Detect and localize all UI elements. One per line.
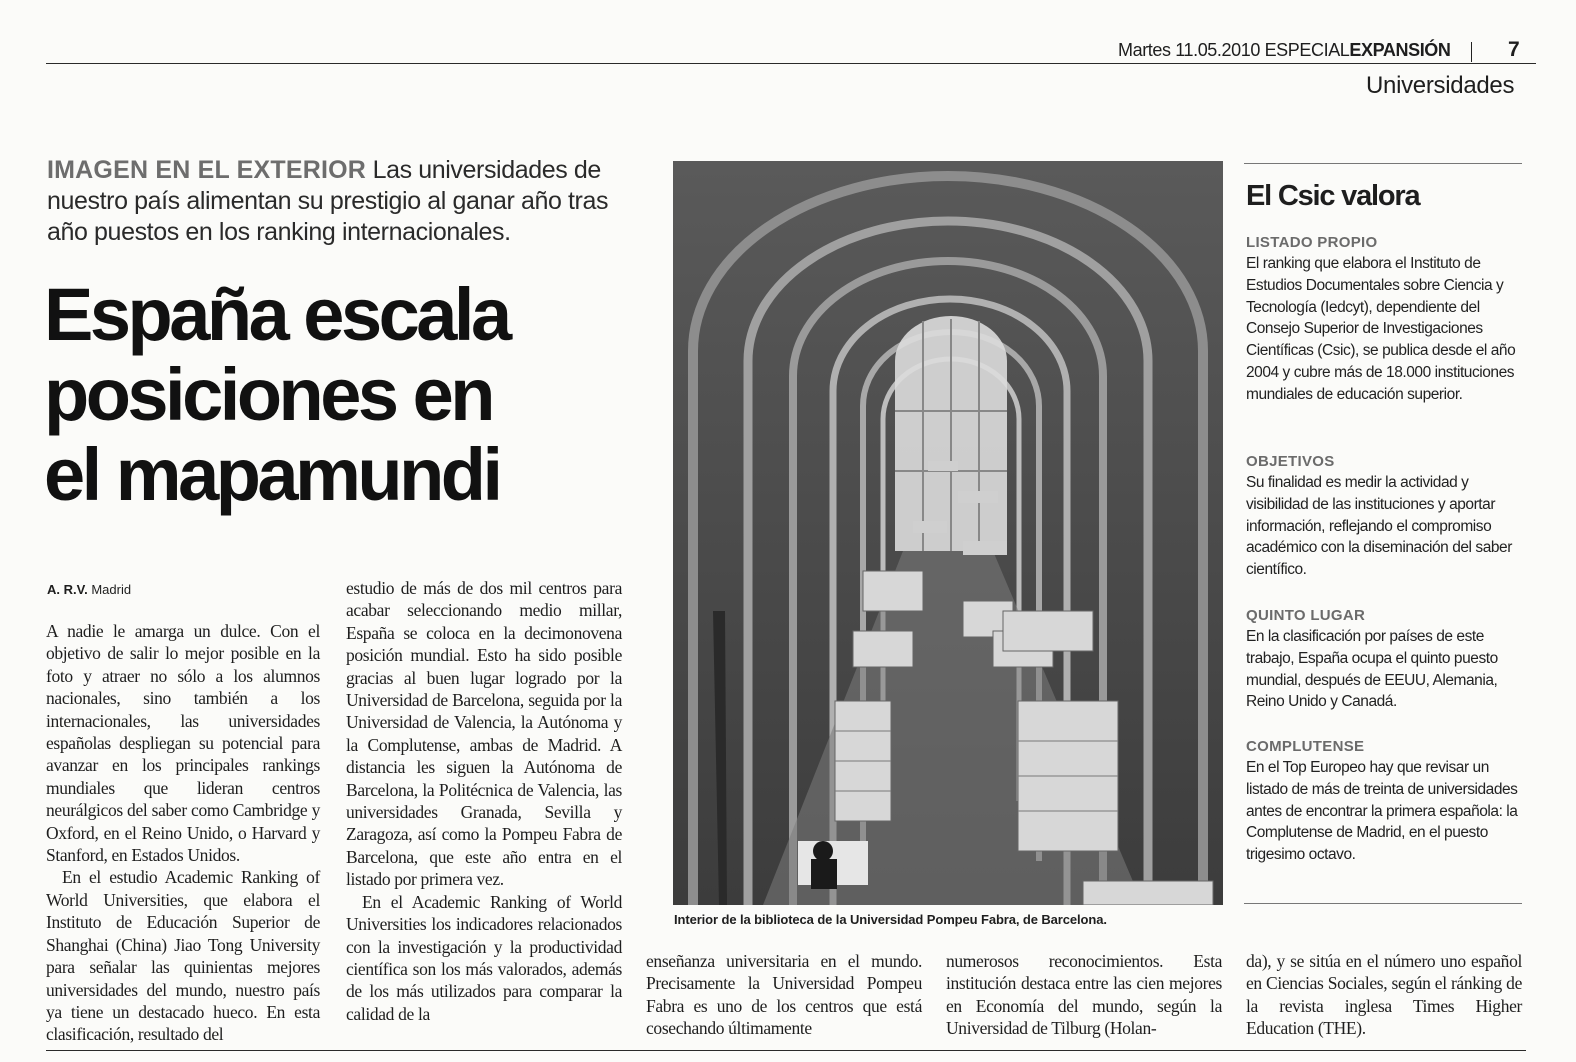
byline-place: Madrid (91, 582, 132, 597)
page-bottom-rule (46, 1050, 1526, 1051)
header-separator (1471, 42, 1472, 62)
sidebar-bottom-rule (1244, 903, 1522, 904)
supplement-name: EXPANSIÓN (1349, 40, 1451, 60)
photo-caption: Interior de la biblioteca de la Universidad Pompeu Fabra, de Barcelona. (674, 912, 1107, 927)
issue-date: Martes 11.05.2010 (1118, 40, 1260, 60)
kicker-text: Las universidades de nuestro país alimentan su prestigio al ganar año tras año puestos en los ranking internacionales. (47, 156, 609, 246)
article-paragraph: En el Academic Ranking of World Universities los indicadores relacionados con la investigación y la productividad científica son los más valorados, además de los más utilizados para comparar la calidad de la (346, 891, 622, 1024)
kicker-label: IMAGEN EN EL EXTERIOR (47, 156, 367, 184)
kicker (47, 155, 627, 248)
library-arches-illustration (673, 161, 1223, 905)
header-rule (46, 63, 1536, 64)
page-number: 7 (1508, 38, 1520, 61)
article-paragraph: numerosos reconocimientos. Esta institución destaca entre las cien mejores en Economía del mundo, según la Universidad de Tilburg (Holan- (946, 951, 1222, 1039)
sidebar-text: Su finalidad es medir la actividad y visibilidad de las instituciones y aportar información, reflejando el compromiso académico con la diseminación del saber científico. (1246, 474, 1512, 579)
article-paragraph: A nadie le amarga un dulce. Con el objetivo de salir lo mejor posible en la foto y atraer no sólo a los alumnos nacionales, sino también a los internacionales, las universidades españolas despliegan su potencial para avanzar en los principales rankings mundiales que lideran centros neurálgicos del saber como Cambridge y Oxford, en el Reino Unido, o Harvard y Stanford, en Estados Unidos. (46, 621, 320, 866)
sidebar-heading: QUINTO LUGAR (1246, 607, 1366, 624)
byline (47, 582, 131, 597)
sidebar-section (1246, 737, 1531, 866)
article-paragraph: estudio de más de dos mil centros para acabar seleccionando medio millar, España se coloca en la decimonovena posición mundial. Esto ha sido posible gracias al buen lugar logrado por la Universidad de Barcelona, seguida por la Universidad de Valencia, la Autónoma y la Complutense, ambas de Madrid. A distancia les siguen la Autónoma de Barcelona, la Politécnica de Valencia, las universidades Granada, Sevilla y Zaragoza, así como la Pompeu Fabra de Barcelona, que este año entra en el listado por primera vez. (346, 578, 622, 890)
headline-line: posiciones en (44, 353, 492, 436)
article-paragraph: enseñanza universitaria en el mundo. Precisamente la Universidad Pompeu Fabra es uno de los centros que está cosechando últimamente (646, 951, 922, 1039)
sidebar-section (1246, 233, 1531, 406)
library-photo (673, 161, 1223, 905)
article-column-4 (946, 950, 1222, 1040)
sidebar-heading: OBJETIVOS (1246, 453, 1335, 470)
sidebar-section (1246, 606, 1531, 713)
sidebar-text: En el Top Europeo hay que revisar un listado de más de treinta de universidades antes de encontrar la primera española: la Complutense de Madrid, en el puesto trigesimo octavo. (1246, 759, 1518, 864)
article-column-5 (1246, 950, 1522, 1040)
byline-author: A. R.V. (47, 582, 88, 597)
supplement-prefix: ESPECIAL (1264, 40, 1350, 60)
sidebar-top-rule (1244, 163, 1522, 164)
headline-line: España escala (44, 273, 509, 356)
sidebar-text: El ranking que elabora el Instituto de Estudios Documentales sobre Ciencia y Tecnología (Iedcyt), dependiente del Consejo Superior de Investigaciones Científicas (Csic), se publica desde el año 2004 y cubre más de 18.000 instituciones mundiales de educación superior. (1246, 255, 1516, 403)
headline-line: el mapamundi (44, 433, 500, 516)
headline (44, 275, 624, 515)
article-paragraph: da), y se sitúa en el número uno español en Ciencias Sociales, según el ránking de la revista inglesa Times Higher Education (THE). (1246, 951, 1522, 1039)
sidebar-text: En la clasificación por países de este trabajo, España ocupa el quinto puesto mundial, después de EEUU, Alemania, Reino Unido y Canadá. (1246, 628, 1498, 711)
sidebar-title: El Csic valora (1246, 180, 1420, 212)
section-title: Universidades (1366, 72, 1515, 99)
issue-date-line (1118, 40, 1451, 61)
article-column-2 (346, 577, 622, 1025)
article-column-3 (646, 950, 922, 1040)
sidebar-heading: COMPLUTENSE (1246, 738, 1365, 755)
article-column-1 (46, 620, 320, 1046)
sidebar-heading: LISTADO PROPIO (1246, 234, 1378, 251)
sidebar-section (1246, 452, 1531, 581)
article-paragraph: En el estudio Academic Ranking of World Universities, que elabora el Instituto de Educación Superior de Shanghai (China) Jiao Tong University para señalar las quinientas mejores universidades del mundo, nuestro país ya tiene un destacado hueco. En esta clasificación, resultado del (46, 867, 320, 1045)
